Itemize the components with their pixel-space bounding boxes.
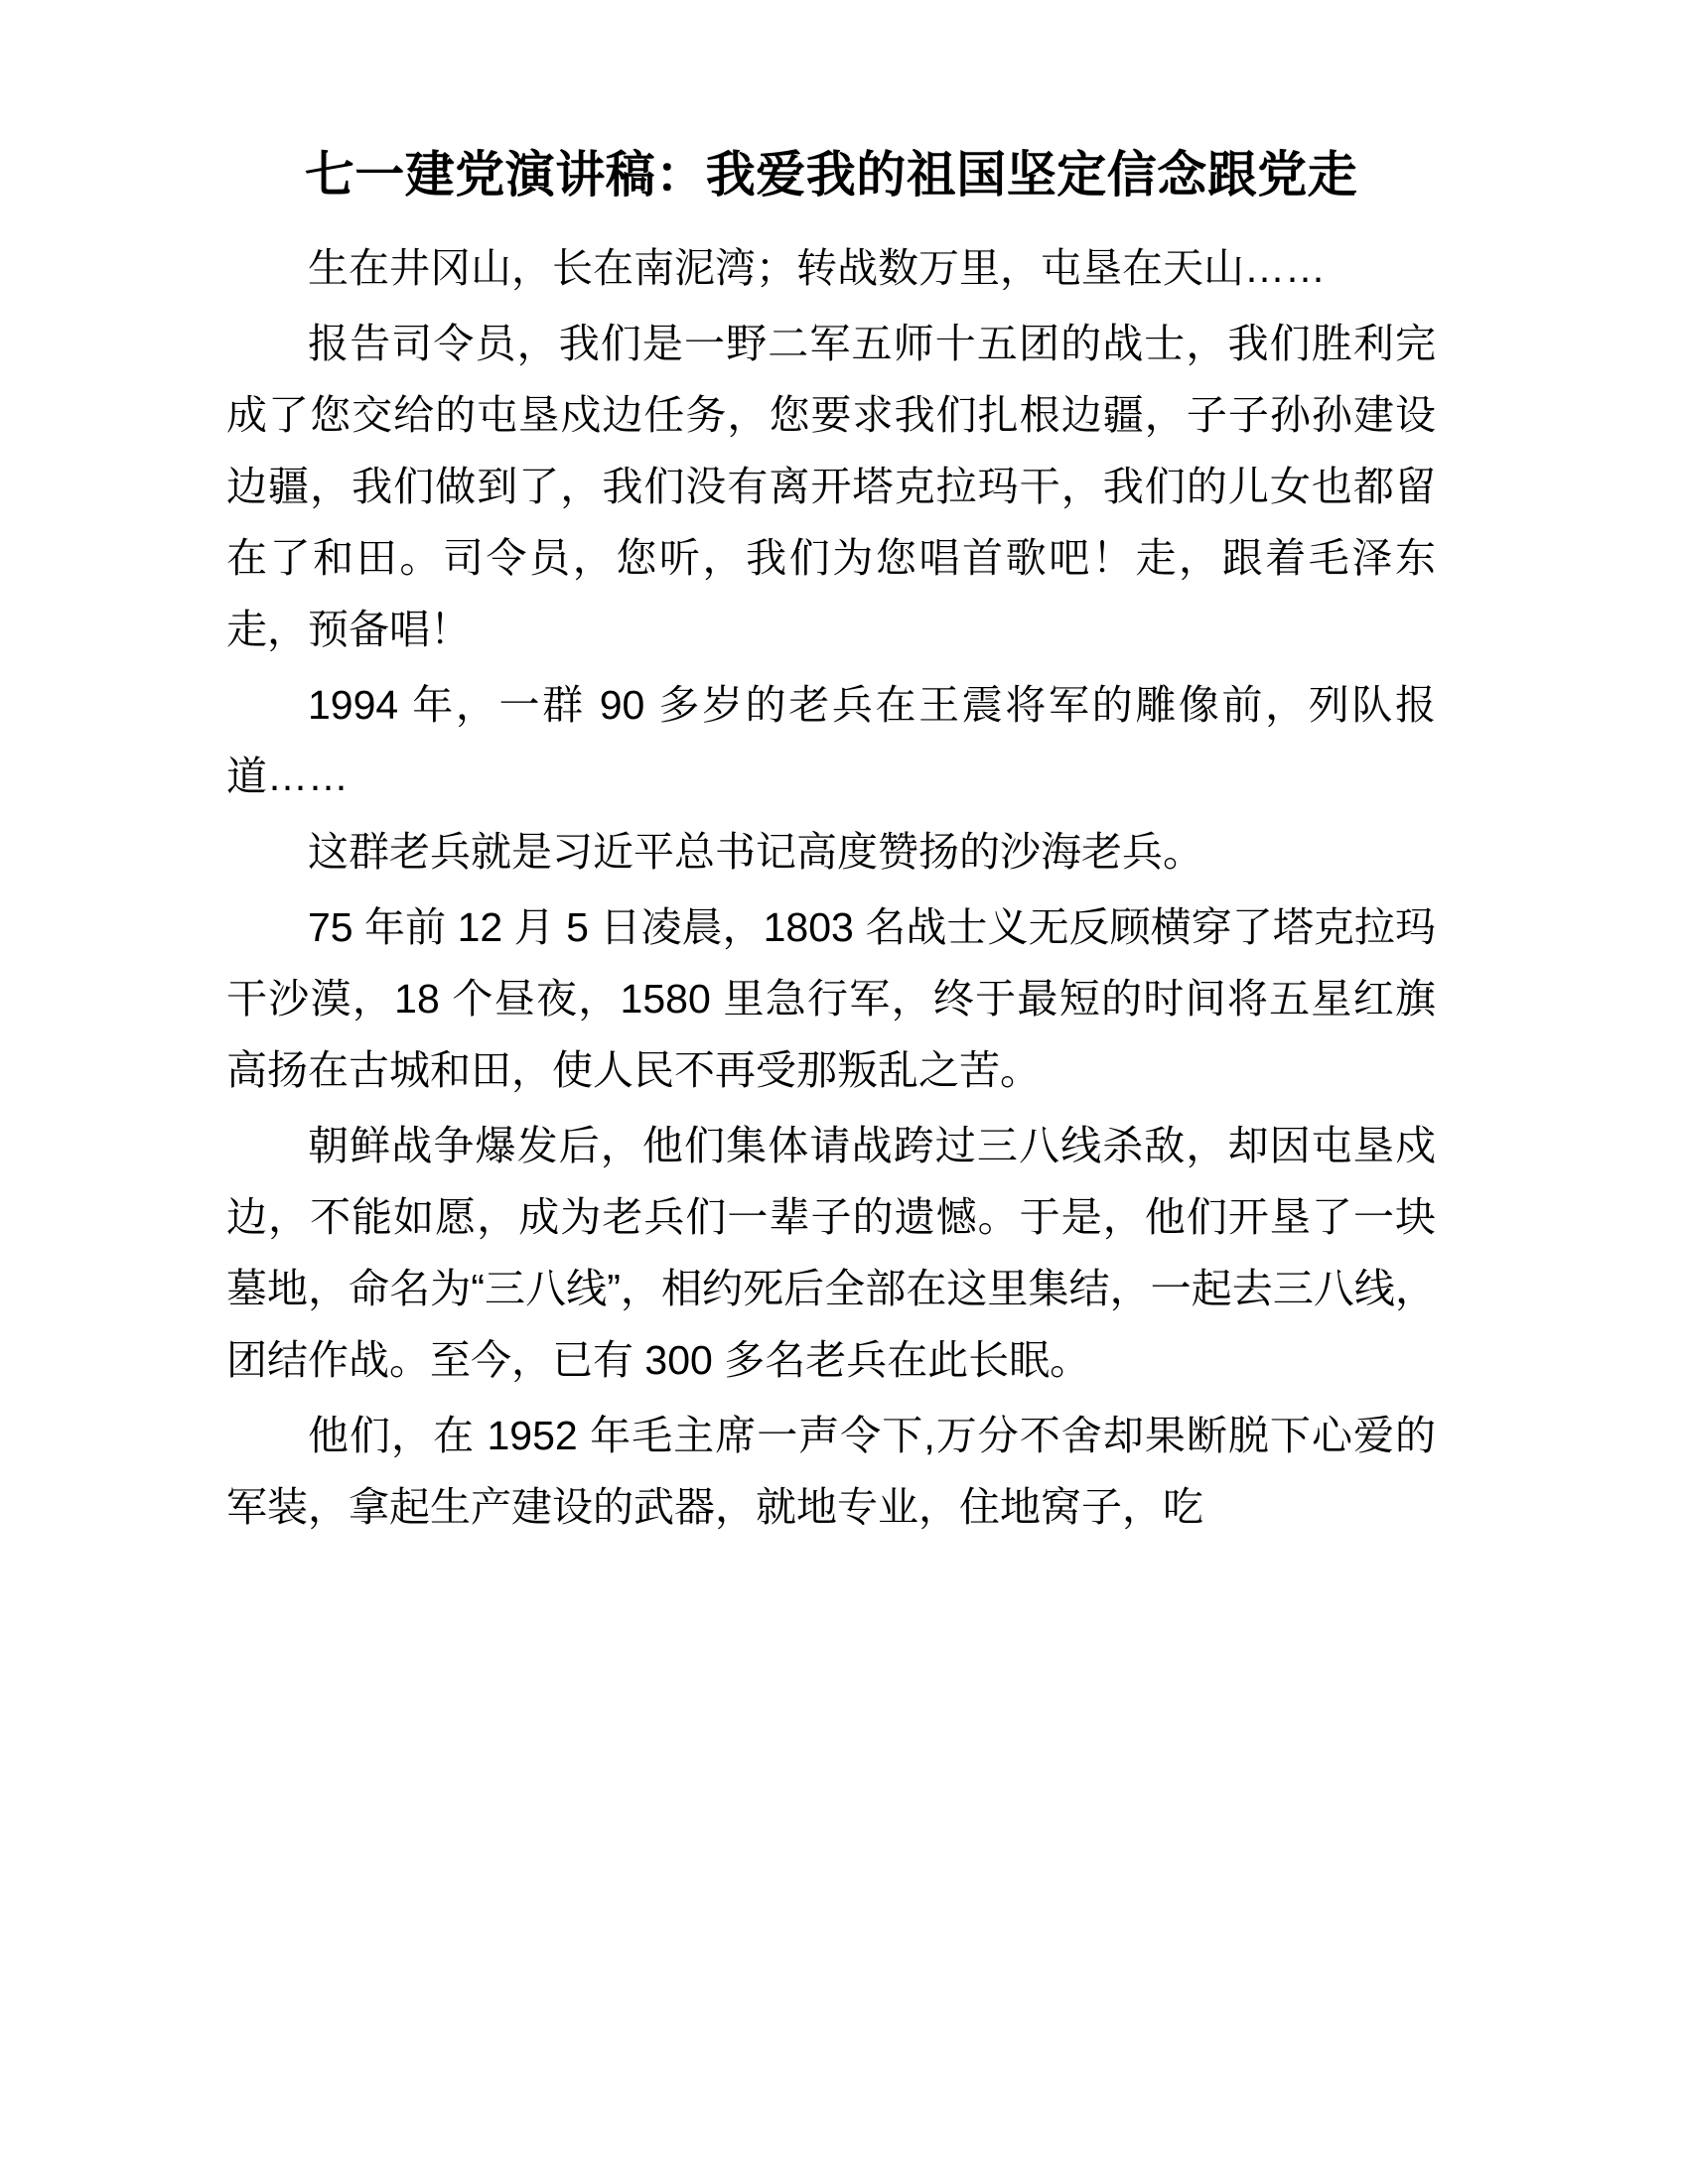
body-paragraph-3: 1994 年，一群 90 多岁的老兵在王震将军的雕像前，列队报道…… xyxy=(226,682,1437,799)
body-paragraph-2: 报告司令员，我们是一野二军五师十五团的战士，我们胜利完成了您交给的屯垦戍边任务，您要求我们扎根边疆，子子孙孙建设边疆，我们做到了，我们没有离开塔克拉玛干，我们的儿女也都留在了和田。司令员，您听，我们为您唱首歌吧！走，跟着毛泽东走，预备唱！ xyxy=(226,321,1436,652)
body-paragraph-1: 生在井冈山，长在南泥湾；转战数万里，屯垦在天山…… xyxy=(308,245,1326,291)
body-paragraph-5: 75 年前 12 月 5 日凌晨，1803 名战士义无反顾横穿了塔克拉玛干沙漠，18 个昼夜，1580 里急行军，终于最短的时间将五星红旗高扬在古城和田，使人民不再受那叛乱之苦。 xyxy=(226,904,1436,1093)
document-content xyxy=(226,139,1436,1543)
body-paragraph-6: 朝鲜战争爆发后，他们集体请战跨过三八线杀敌，却因屯垦戍边，不能如愿，成为老兵们一辈子的遗憾。于是，他们开垦了一块墓地，命名为“三八线”，相约死后全部在这里集结，一起去三八线，团结作战。至今，已有 300 多名老兵在此长眠。 xyxy=(226,1123,1436,1383)
body-paragraph-7: 他们，在 1952 年毛主席一声令下,万分不舍却果断脱下心爱的军装，拿起生产建设的武器，就地专业，住地窝子，吃 xyxy=(226,1413,1436,1530)
page-title: 七一建党演讲稿：我爱我的祖国坚定信念跟党走 xyxy=(304,147,1358,203)
body-paragraph-4: 这群老兵就是习近平总书记高度赞扬的沙海老兵。 xyxy=(308,829,1203,875)
